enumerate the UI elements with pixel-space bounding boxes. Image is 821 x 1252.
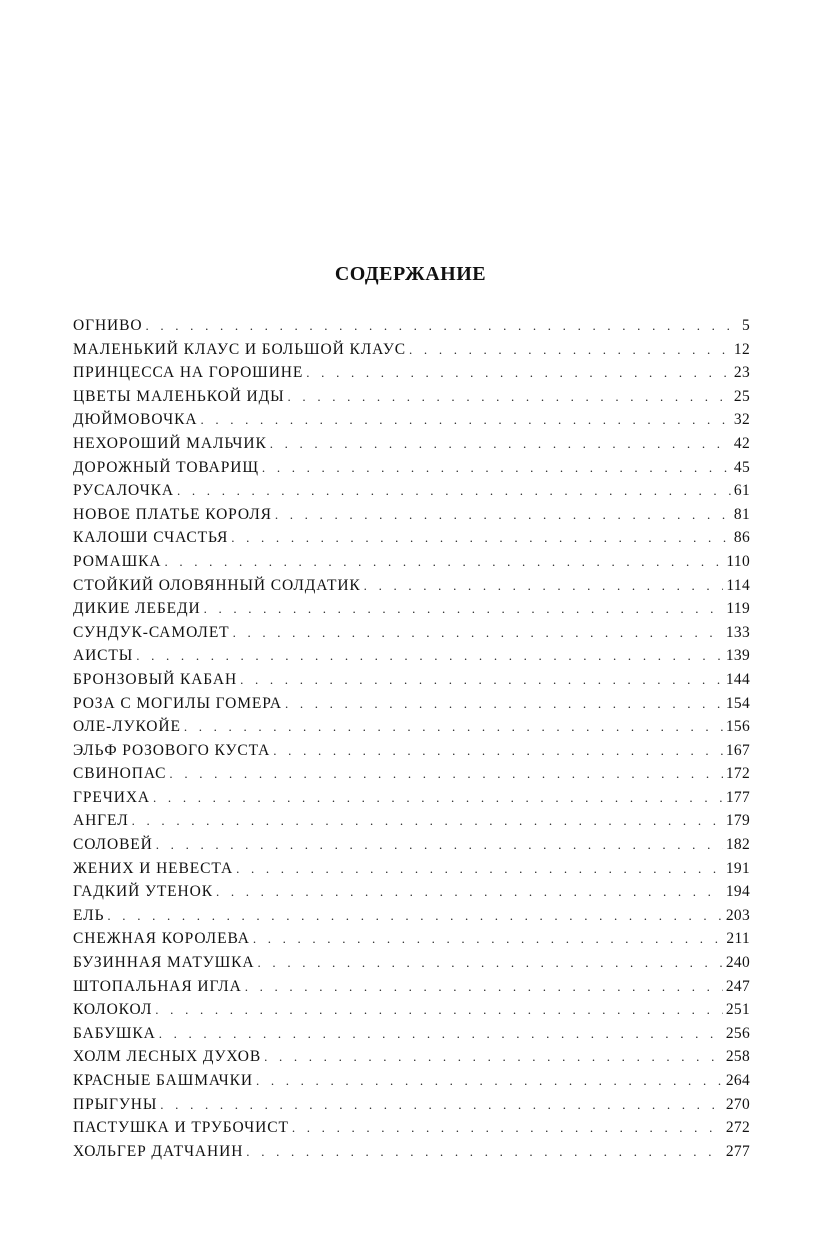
toc-entry-title: ДЮЙМОВОЧКА [73, 411, 198, 429]
toc-entry [73, 715, 750, 739]
toc-entry-title: ПРИНЦЕССА НА ГОРОШИНЕ [73, 364, 304, 382]
toc-entry-title: РУСАЛОЧКА [73, 482, 174, 500]
toc-entry-page-number: 139 [725, 647, 750, 665]
toc-entry-title: ЦВЕТЫ МАЛЕНЬКОЙ ИДЫ [73, 387, 285, 405]
toc-entry-leader-dots [153, 786, 723, 810]
toc-entry [73, 857, 750, 881]
toc-entry-page-number: 114 [726, 576, 750, 594]
toc-entry-title: ХОЛЬГЕР ДАТЧАНИН [73, 1142, 244, 1160]
toc-entry-page-number: 23 [733, 364, 750, 382]
toc-entry-page-number: 272 [725, 1119, 750, 1137]
toc-entry-leader-dots [273, 739, 723, 763]
toc-entry [73, 526, 750, 550]
toc-entry-leader-dots [107, 904, 722, 928]
toc-entry-leader-dots [164, 550, 723, 574]
toc-entry-leader-dots [155, 998, 723, 1022]
toc-entry [73, 1069, 750, 1093]
toc-entry-title: КАЛОШИ СЧАСТЬЯ [73, 529, 229, 547]
toc-entry [73, 408, 750, 432]
toc-entry [73, 479, 750, 503]
toc-entry [73, 762, 750, 786]
toc-entry-title: СВИНОПАС [73, 765, 167, 783]
toc-entry-title: ЭЛЬФ РОЗОВОГО КУСТА [73, 741, 271, 759]
toc-entry-leader-dots [270, 432, 731, 456]
toc-entry-leader-dots [136, 644, 723, 668]
toc-entry-leader-dots [184, 715, 723, 739]
toc-entry [73, 975, 750, 999]
toc-entry-title: НЕХОРОШИЙ МАЛЬЧИК [73, 434, 267, 452]
toc-entry-page-number: 154 [725, 694, 750, 712]
toc-entry-page-number: 258 [725, 1048, 750, 1066]
toc-entry-page-number: 133 [725, 623, 750, 641]
toc-entry-page-number: 119 [726, 600, 750, 618]
toc-entry-page-number: 110 [726, 552, 750, 570]
toc-entry [73, 1022, 750, 1046]
toc-entry-page-number: 156 [725, 718, 750, 736]
toc-entry-page-number: 42 [733, 434, 750, 452]
toc-entry [73, 1116, 750, 1140]
toc-entry-title: ПРЫГУНЫ [73, 1095, 158, 1113]
toc-entry-page-number: 45 [733, 458, 750, 476]
toc-entry-title: ДИКИЕ ЛЕБЕДИ [73, 600, 201, 618]
toc-entry-leader-dots [246, 1140, 723, 1164]
toc-entry-title: БРОНЗОВЫЙ КАБАН [73, 670, 238, 688]
toc-entry-page-number: 32 [733, 411, 750, 429]
toc-entry-title: БАБУШКА [73, 1024, 156, 1042]
toc-entry-title: СНЕЖНАЯ КОРОЛЕВА [73, 930, 250, 948]
toc-entry-leader-dots [264, 1045, 723, 1069]
toc-entry-title: ГРЕЧИХА [73, 788, 151, 806]
toc-entry [73, 574, 750, 598]
toc-entry-leader-dots [159, 1022, 723, 1046]
toc-entry [73, 809, 750, 833]
toc-entry [73, 833, 750, 857]
toc-entry-leader-dots [204, 597, 724, 621]
toc-entry-title: ХОЛМ ЛЕСНЫХ ДУХОВ [73, 1048, 262, 1066]
toc-entry-leader-dots [256, 1069, 723, 1093]
toc-entry-page-number: 25 [733, 387, 750, 405]
toc-entry-page-number: 5 [741, 317, 750, 334]
toc-entry-page-number: 264 [725, 1072, 750, 1089]
toc-entry-page-number: 81 [733, 505, 750, 523]
toc-entry-title: КОЛОКОЛ [73, 1001, 153, 1019]
toc-entry-page-number: 270 [725, 1095, 750, 1113]
toc-entry-title: ГАДКИЙ УТЕНОК [73, 883, 213, 901]
toc-entry [73, 739, 750, 763]
toc-entry [73, 1140, 750, 1164]
toc-entry [73, 597, 750, 621]
toc-entry [73, 668, 750, 692]
toc-entry-leader-dots [145, 314, 738, 338]
toc-entry-page-number: 167 [725, 741, 750, 759]
toc-entry [73, 456, 750, 480]
toc-entry-title: НОВОЕ ПЛАТЬЕ КОРОЛЯ [73, 505, 272, 523]
toc-entry-title: АНГЕЛ [73, 812, 129, 830]
toc-entry-page-number: 12 [733, 340, 750, 358]
toc-entry [73, 951, 750, 975]
toc-entry-title: БУЗИННАЯ МАТУШКА [73, 954, 255, 972]
toc-entry [73, 314, 750, 338]
toc-entry [73, 1093, 750, 1117]
toc-entry [73, 998, 750, 1022]
toc-entry-leader-dots [253, 927, 724, 951]
toc-entry-title: СУНДУК-САМОЛЕТ [73, 623, 230, 641]
toc-entry-page-number: 251 [725, 1001, 750, 1019]
toc-entry-title: ОЛЕ-ЛУКОЙЕ [73, 718, 181, 736]
toc-entry-leader-dots [177, 479, 731, 503]
toc-entry-title: МАЛЕНЬКИЙ КЛАУС И БОЛЬШОЙ КЛАУС [73, 340, 407, 358]
toc-entry-title: ОГНИВО [73, 317, 143, 334]
toc-entry-page-number: 144 [725, 670, 750, 688]
toc-entry [73, 385, 750, 409]
toc-entry-leader-dots [288, 385, 731, 409]
toc-entry-page-number: 182 [725, 836, 750, 854]
toc-entry-title: СОЛОВЕЙ [73, 836, 153, 854]
toc-title: СОДЕРЖАНИЕ [334, 263, 487, 285]
toc-entry-page-number: 177 [725, 788, 750, 806]
toc-entry-leader-dots [306, 361, 731, 385]
toc-entry-title: РОЗА С МОГИЛЫ ГОМЕРА [73, 694, 282, 712]
toc-entry-title: ШТОПАЛЬНАЯ ИГЛА [73, 977, 242, 995]
toc-entry-leader-dots [216, 880, 723, 904]
toc-entry-leader-dots [240, 668, 723, 692]
toc-entry [73, 927, 750, 951]
toc-entry-page-number: 191 [725, 859, 750, 877]
toc-entry-page-number: 240 [725, 954, 750, 972]
toc-entry-title: РОМАШКА [73, 552, 162, 570]
toc-entry-page-number: 179 [725, 812, 750, 830]
toc-entry-page-number: 172 [725, 765, 750, 783]
toc-entry-leader-dots [285, 692, 723, 716]
toc-entry [73, 432, 750, 456]
toc-entry-leader-dots [160, 1093, 723, 1117]
toc-list [73, 314, 750, 1163]
toc-entry [73, 786, 750, 810]
toc-entry-leader-dots [233, 621, 723, 645]
toc-entry-title: АИСТЫ [73, 647, 134, 665]
toc-entry-title: ДОРОЖНЫЙ ТОВАРИЩ [73, 458, 259, 476]
toc-entry-leader-dots [231, 526, 731, 550]
toc-entry [73, 503, 750, 527]
toc-entry [73, 1045, 750, 1069]
toc-entry [73, 338, 750, 362]
toc-entry-page-number: 61 [733, 482, 750, 500]
toc-entry-page-number: 277 [725, 1142, 750, 1160]
toc-entry [73, 361, 750, 385]
toc-entry-leader-dots [292, 1116, 723, 1140]
toc-entry-page-number: 211 [726, 930, 750, 948]
toc-entry-leader-dots [275, 503, 731, 527]
toc-entry-title: ПАСТУШКА И ТРУБОЧИСТ [73, 1119, 289, 1137]
toc-entry-title: ЕЛЬ [73, 906, 105, 924]
toc-entry-page-number: 203 [725, 906, 750, 924]
toc-entry-leader-dots [262, 456, 731, 480]
toc-entry-leader-dots [200, 408, 730, 432]
toc-entry-page-number: 247 [725, 977, 750, 995]
toc-entry [73, 904, 750, 928]
toc-entry-page-number: 86 [733, 529, 750, 547]
toc-entry-leader-dots [409, 338, 731, 362]
toc-entry [73, 880, 750, 904]
toc-entry-leader-dots [132, 809, 723, 833]
toc-entry-title: ЖЕНИХ И НЕВЕСТА [73, 859, 234, 877]
toc-entry-leader-dots [156, 833, 723, 857]
toc-entry-leader-dots [364, 574, 724, 598]
toc-entry [73, 644, 750, 668]
toc-entry [73, 692, 750, 716]
toc-entry-title: КРАСНЫЕ БАШМАЧКИ [73, 1072, 253, 1089]
toc-entry [73, 550, 750, 574]
toc-entry-leader-dots [236, 857, 723, 881]
toc-entry-page-number: 256 [725, 1024, 750, 1042]
toc-entry-leader-dots [258, 951, 723, 975]
toc-entry-page-number: 194 [725, 883, 750, 901]
toc-entry [73, 621, 750, 645]
toc-entry-leader-dots [169, 762, 722, 786]
toc-entry-leader-dots [245, 975, 723, 999]
toc-entry-title: СТОЙКИЙ ОЛОВЯННЫЙ СОЛДАТИК [73, 576, 361, 594]
